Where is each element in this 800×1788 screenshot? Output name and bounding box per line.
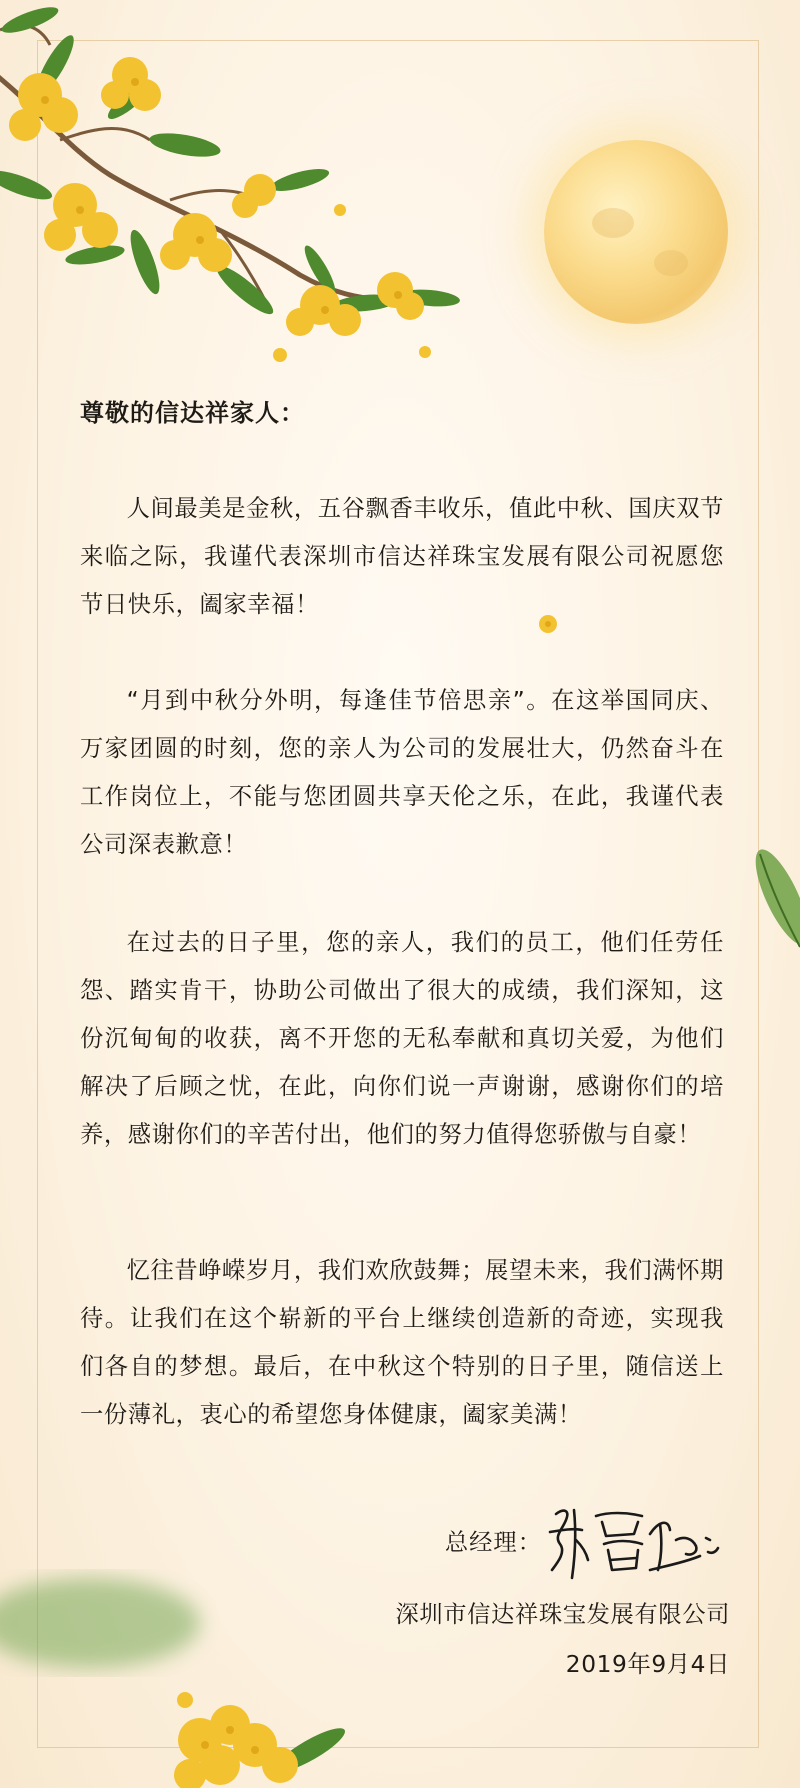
- letter-date: 2019年9月4日: [565, 1651, 730, 1678]
- signature-row: [445, 1500, 724, 1580]
- full-moon-icon: [544, 140, 728, 324]
- osmanthus-flowers-icon: [160, 1680, 360, 1788]
- osmanthus-branch-icon: [0, 0, 500, 380]
- letter-greeting: 尊敬的信达祥家人：: [80, 399, 305, 427]
- letter-paragraph-2: “月到中秋分外明，每逢佳节倍思亲”。在这举国同庆、万家团圆的时刻，您的亲人为公司的发展壮大，仍然奋斗在工作岗位上，不能与您团圆共享天伦之乐，在此，我谨代表公司深表歉意！: [80, 687, 724, 858]
- letter-paragraph-1: 人间最美是金秋，五谷飘香丰收乐，值此中秋、国庆双节来临之际，我谨代表深圳市信达祥珠宝发展有限公司祝愿您节日快乐，阖家幸福！: [80, 495, 725, 618]
- green-leaf-icon: [742, 842, 800, 952]
- signer-title: 总经理：: [444, 1529, 542, 1556]
- letter-paragraph-3: 在过去的日子里，您的亲人，我们的员工，他们任劳任怨、踏实肯干，协助公司做出了很大的成绩，我们深知，这份沉甸甸的收获，离不开您的无私奉献和真切关爱，为他们解决了后顾之忧，在此，向你们说一声谢谢，感谢你们的培养，感谢你们的辛苦付出，他们的努力值得您骄傲与自豪！: [80, 929, 724, 1148]
- company-name: 深圳市信达祥珠宝发展有限公司: [395, 1601, 730, 1628]
- blurred-leaf-icon: [0, 1548, 230, 1698]
- letter-paragraph-4: 忆往昔峥嵘岁月，我们欢欣鼓舞；展望未来，我们满怀期待。让我们在这个崭新的平台上继续创造新的奇迹，实现我们各自的梦想。最后，在中秋这个特别的日子里，随信送上一份薄礼，衷心的希望您身体健康，阖家美满！: [80, 1257, 725, 1428]
- handwritten-signature: [546, 1500, 724, 1580]
